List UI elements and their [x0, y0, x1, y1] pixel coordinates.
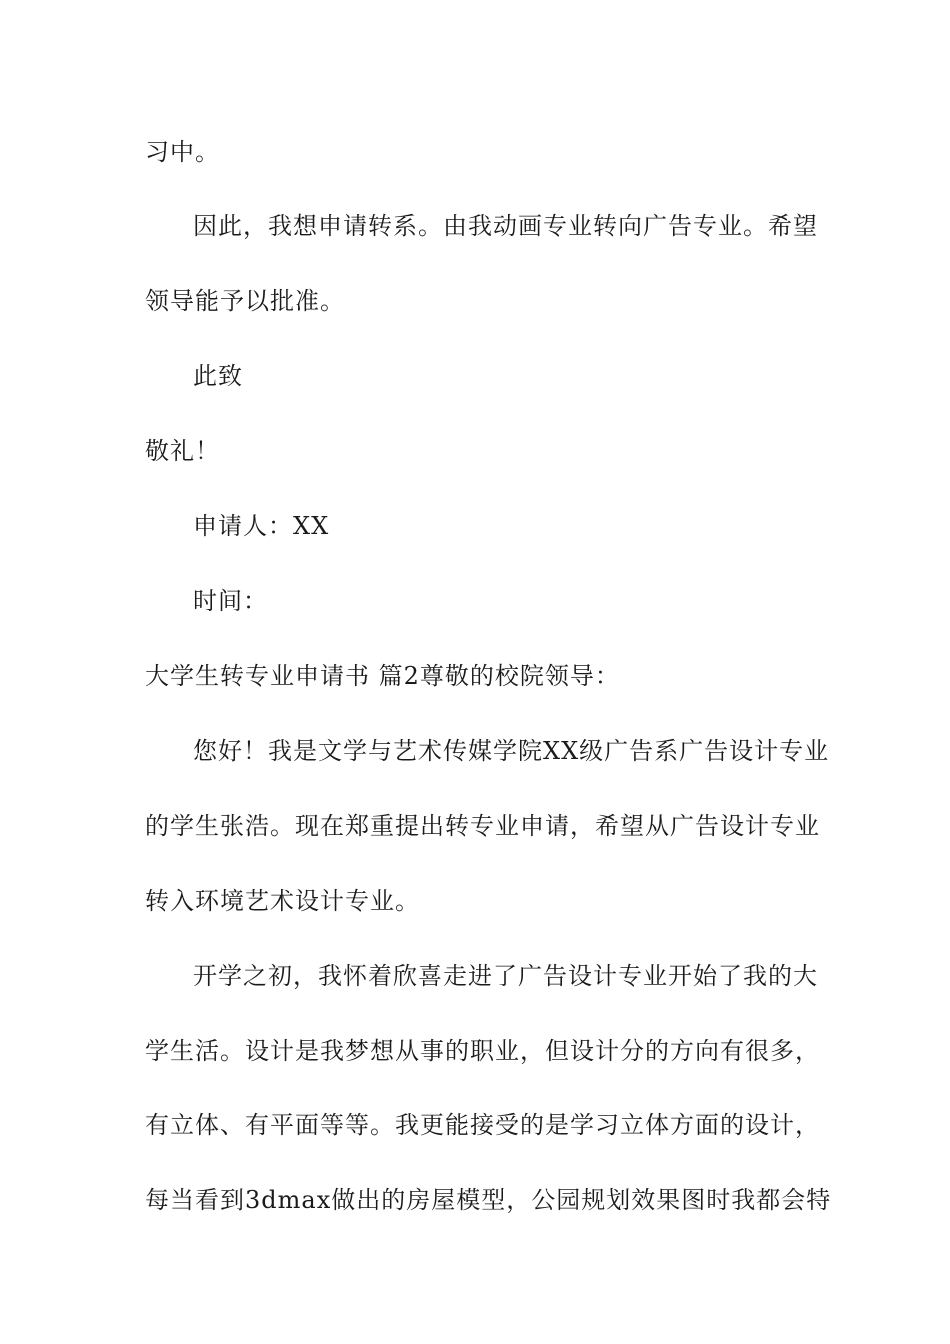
text-line: 您好！我是文学与艺术传媒学院XX级广告系广告设计专业	[193, 737, 830, 765]
text-line: 的学生张浩。现在郑重提出转专业申请，希望从广告设计专业	[145, 812, 820, 840]
text-line: 每当看到3dmax做出的房屋模型，公园规划效果图时我都会特	[145, 1186, 832, 1214]
text-line: 领导能予以批准。	[145, 287, 345, 315]
text-line: 开学之初，我怀着欣喜走进了广告设计专业开始了我的大	[193, 962, 818, 990]
section-heading: 大学生转专业申请书 篇2尊敬的校院领导：	[145, 662, 620, 690]
applicant-line: 申请人：XX	[193, 512, 330, 540]
text-line: 因此，我想申请转系。由我动画专业转向广告专业。希望	[193, 212, 818, 240]
text-line: 学生活。设计是我梦想从事的职业，但设计分的方向有很多，	[145, 1037, 820, 1065]
text-line: 有立体、有平面等等。我更能接受的是学习立体方面的设计，	[145, 1111, 820, 1139]
text-line: 习中。	[145, 138, 220, 166]
salutation-line: 此致	[193, 362, 243, 390]
text-line: 转入环境艺术设计专业。	[145, 887, 420, 915]
date-line: 时间：	[193, 587, 268, 615]
closing-line: 敬礼！	[145, 437, 220, 465]
